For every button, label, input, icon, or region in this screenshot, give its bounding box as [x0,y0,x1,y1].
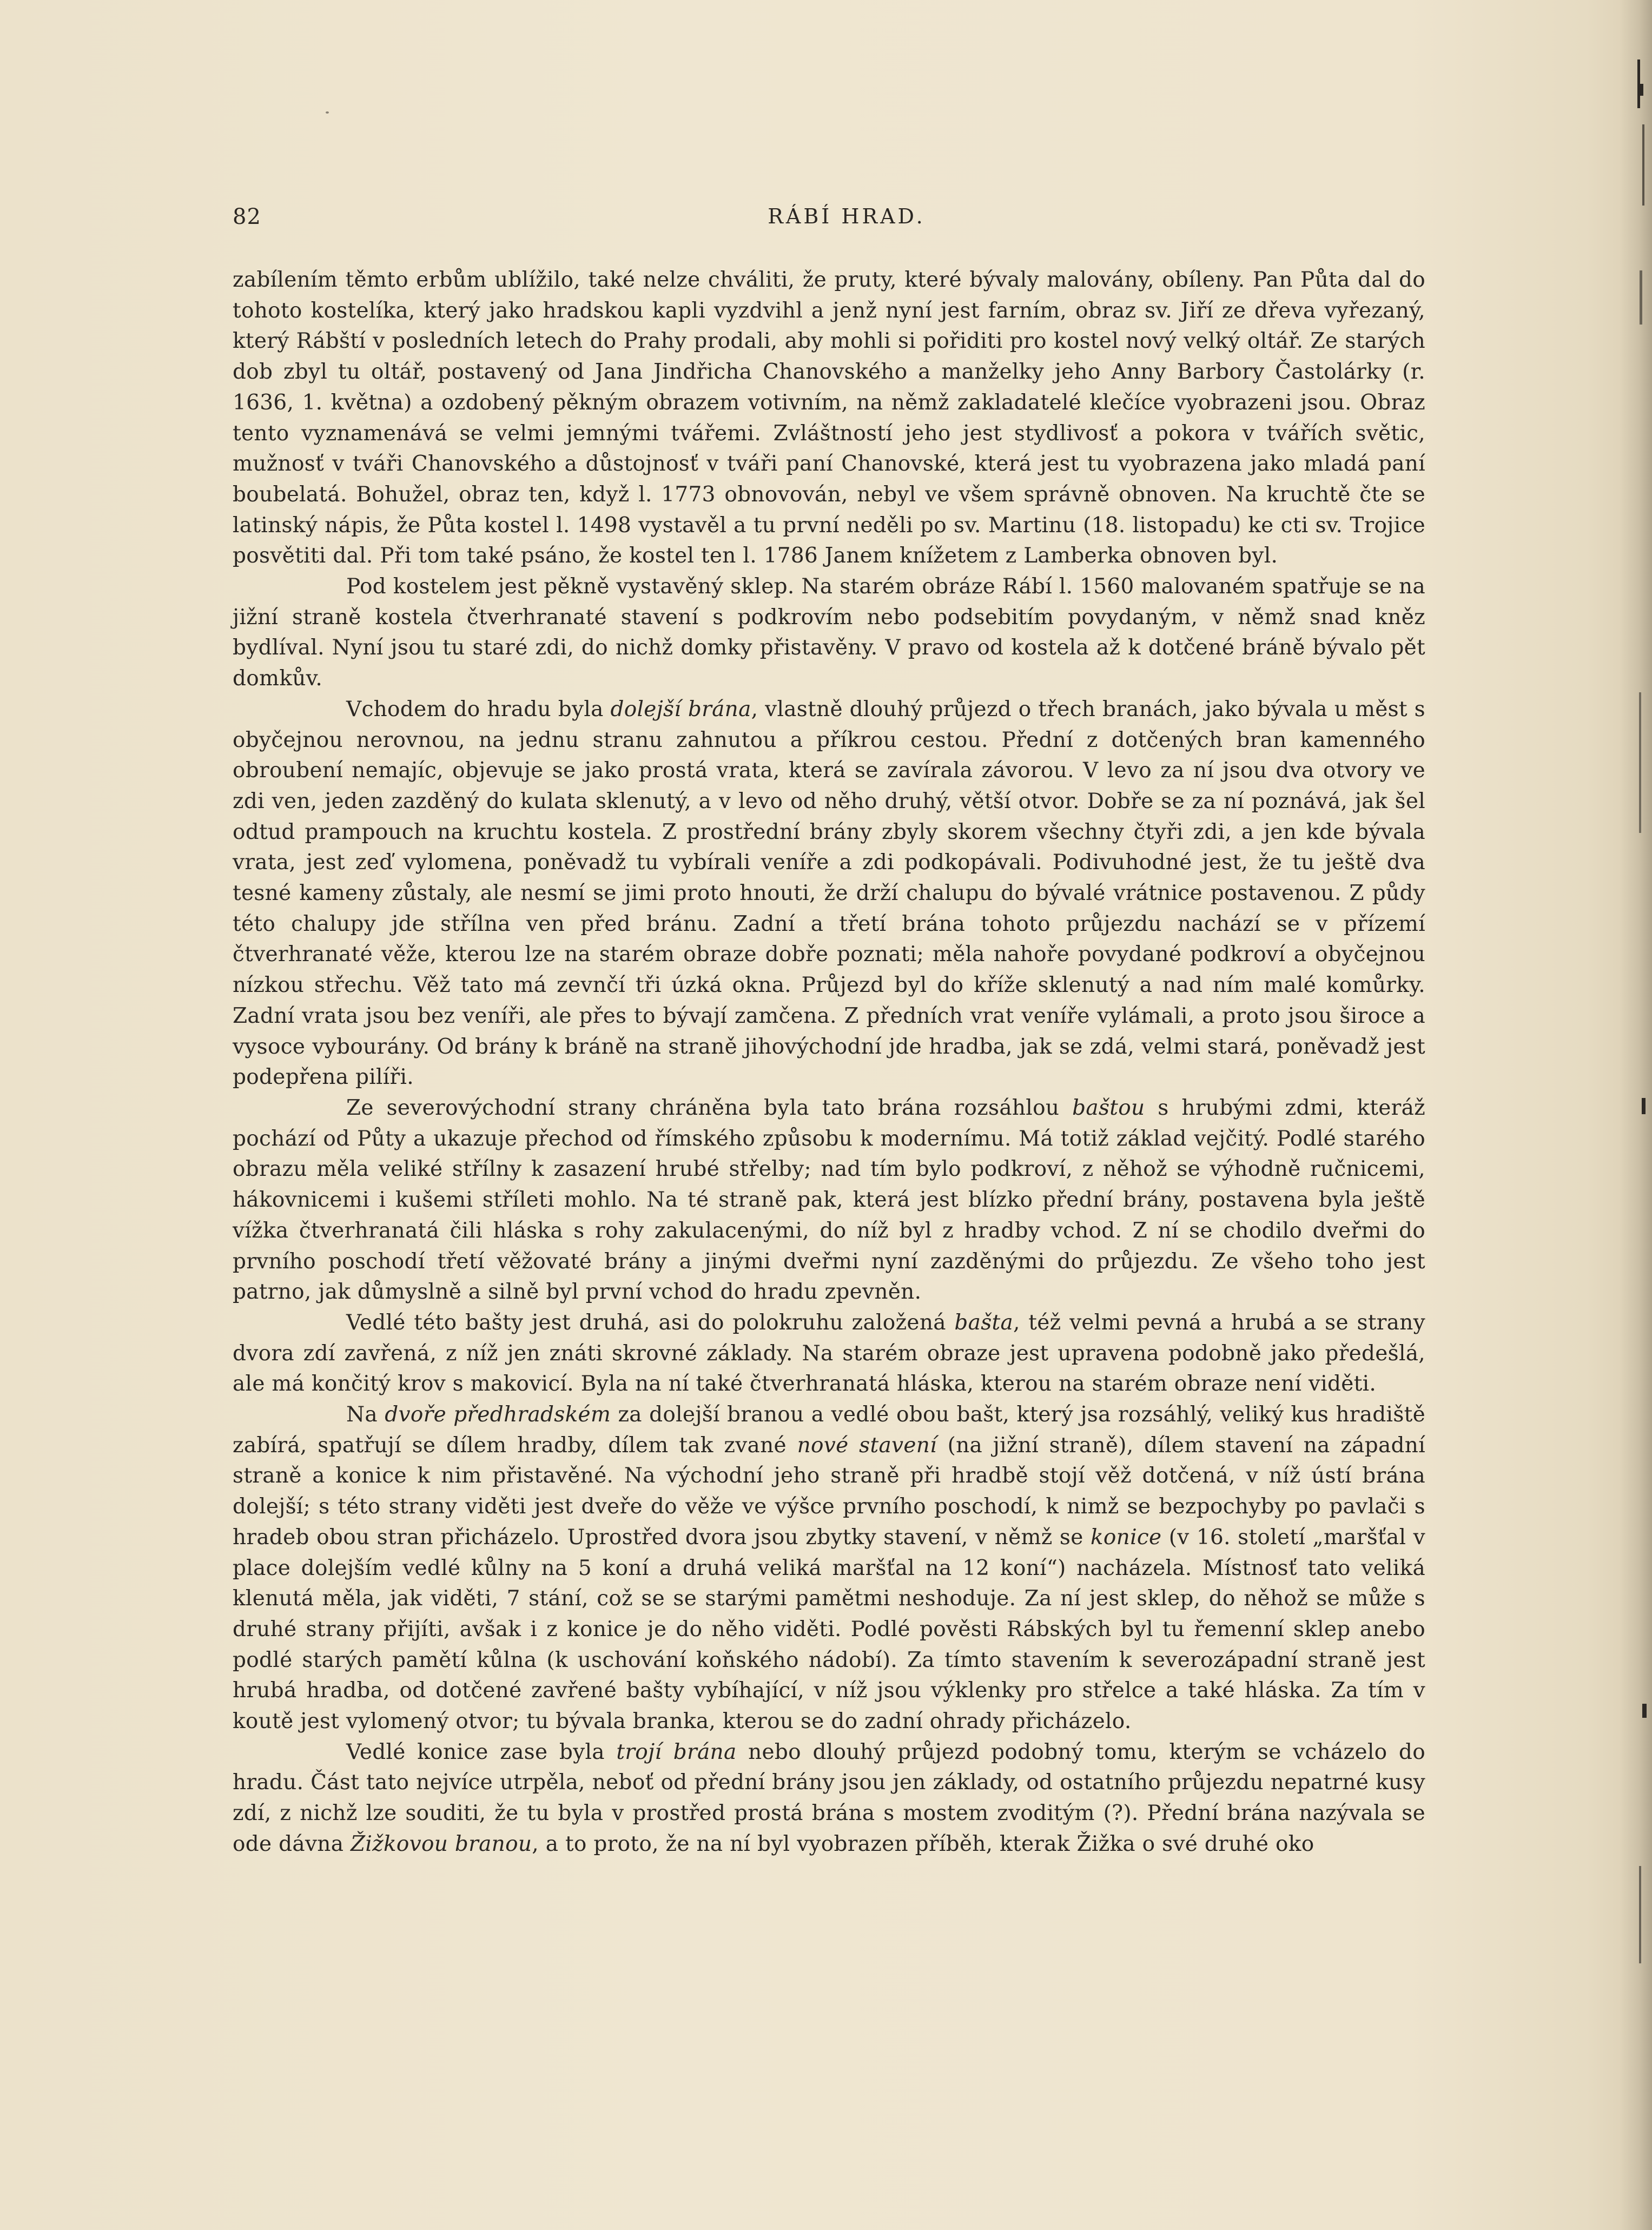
edge-mark [1642,1098,1646,1114]
edge-mark [1642,1704,1647,1718]
page-number: 82 [233,204,261,229]
paragraph-5 [233,1308,1425,1400]
text-run: nebo dlouhý průjezd podobný tomu, kterým se vcházelo do hradu. Část tato nejvíce utrpěla, neboť od přední brány jsou jen základy, od ostatního průjezdu nepatrné kusy zdí, z nichž lze souditi, že tu byla v prostřed prostá brána s mostem zvoditým (?). Přední brána nazývala se ode dávna [233,1739,1425,1856]
edge-mark [1638,84,1643,96]
text-run: s hrubými zdmi, kteráž pochází od Půty a ukazuje přechod od římského způsobu k modernímu. Má totiž základ vejčitý. Podlé starého obrazu měla veliké střílny k zasazení hrubé střelby; nad tím bylo podkroví, z něhož se výhodně ručnicemi, hákovnicemi i kušemi stříleti mohlo. Na té straně pak, která jest blízko přední brány, postavena byla ještě vížka čtverhranatá čili hláska s rohy zakulacenými, do níž byl z hradby vchod. Z ní se chodilo dveřmi do prvního poschodí třetí věžovaté brány a jinými dveřmi nyní zazděnými do průjezdu. Ze všeho toho jest patrno, jak důmyslně a silně byl první vchod do hradu zpevněn. [233,1095,1425,1305]
text-run: Na [346,1402,385,1427]
edge-mark [1639,692,1641,833]
italic-term: nové stavení [797,1433,937,1458]
italic-term: bašta [954,1310,1014,1335]
paper-speck [326,111,329,114]
page-header [233,204,1461,237]
text-run: Ze severovýchodní strany chráněna byla tato brána rozsáhlou [346,1095,1073,1120]
italic-term: dolejší brána [610,697,751,722]
paragraph-7 [233,1737,1425,1860]
text-run: (na jižní straně), dílem stavení na západní straně a konice k nim přistavěné. Na východní jeho straně při hradbě stojí věž dotčená, v níž ústí brána dolejší; s této strany viděti jest dveře do věže ve výšce prvního poschodí, k nimž se bezpochyby po pavlači s hradeb obou stran přicházelo. Uprostřed dvora jsou zbytky stavení, v němž se [233,1433,1425,1550]
binding-shadow [1620,0,1652,2230]
text-run: za dolejší branou a vedlé obou bašt, který jsa rozsáhlý, veliký kus hradiště zabírá, spatřují se dílem hradby, dílem tak zvané [233,1402,1425,1458]
italic-term: trojí brána [616,1739,737,1764]
italic-term: Žižkovou branou [350,1831,532,1856]
italic-term: konice [1090,1525,1162,1550]
text-run: , vlastně dlouhý průjezd o třech branách, jako bývala u měst s obyčejnou nerovnou, na jednu stranu zahnutou a příkrou cestou. Přední z dotčených bran kamenného obroubení nemajíc, objevuje se jako prostá vrata, která se zavírala závorou. V levo za ní jsou dva otvory ve zdi ven, jeden zazděný do kulata sklenutý, a v levo od něho druhý, větší otvor. Dobře se za ní poznává, jak šel odtud prampouch na kruchtu kostela. Z prostřední brány zbyly skorem všechny čtyři zdi, a jen kde bývala vrata, jest zeď vylomena, poněvadž tu vybírali veníře a zdi podkopávali. Podivuhodné jest, že tu ještě dva tesné kameny zůstaly, ale nesmí se jimi proto hnouti, že drží chalupu do bývalé vrátnice postavenou. Z půdy této chalupy jde střílna ven před bránu. Zadní a třetí brána tohoto průjezdu nachází se v přízemí čtverhranaté věže, kterou lze na starém obraze dobře poznati; měla nahoře povydané podkroví a obyčejnou nízkou střechu. Věž tato má zevnčí tři úzká okna. Průjezd byl do kříže sklenutý a nad ním malé komůrky. Zadní vrata jsou bez veníři, ale přes to bývají zamčena. Z předních vrat veníře vylámali, a proto jsou široce a vysoce vybourány. Od brány k bráně na straně jihovýchodní jde hradba, jak se zdá, velmi stará, poněvadž jest podepřena pilíři. [233,697,1426,1090]
edge-mark [1640,270,1642,325]
paragraph-1 [233,265,1425,572]
text-run: zabílením těmto erbům ublížilo, také nelze chváliti, že pruty, které bývaly malovány, obíleny. Pan Půta dal do tohoto kostelíka, který jako hradskou kapli vyzdvihl a jenž nyní jest farním, obraz sv. Jiří ze dřeva vyřezaný, který Rábští v posledních letech do Prahy prodali, aby mohli si pořiditi pro kostel nový velký oltář. Ze starých dob zbyl tu oltář, postavený od Jana Jindřicha Chanovského a manželky jeho Anny Barbory Častolárky (r. 1636, 1. května) a ozdobený pěkným obrazem votivním, na němž zakladatelé klečíce vyobrazeni jsou. Obraz tento vyznamenává se velmi jemnými tvářemi. Zvláštností jeho jest stydlivosť a pokora v tvářích světic, mužnosť v tváři Chanovského a důstojnosť v tváři paní Chanovské, která jest tu vyobrazena jako mladá paní boubelatá. Bohužel, obraz ten, když l. 1773 obnovován, nebyl ve všem správně obnoven. Na kruchtě čte se latinský nápis, že Půta kostel l. 1498 vystavěl a tu první neděli po sv. Martinu (18. listopadu) ke cti sv. Trojice posvětiti dal. Při tom také psáno, že kostel ten l. 1786 Janem knížetem z Lamberka obnoven byl. [233,268,1425,568]
paragraph-3 [233,694,1425,1093]
edge-mark [1639,1866,1641,1963]
text-run: Vchodem do hradu byla [346,697,611,722]
running-title: RÁBÍ HRAD. [768,204,926,228]
text-run: Vedlé této bašty jest druhá, asi do polokruhu založená [346,1310,955,1335]
text-run: Vedlé konice zase byla [346,1739,617,1764]
italic-term: dvoře předhradském [385,1402,611,1427]
text-run: , a to proto, že na ní byl vyobrazen příběh, kterak Žižka o své druhé oko [532,1831,1314,1856]
text-run: (v 16. století „maršťal v place dolejším vedlé kůlny na 5 koní a druhá veliká maršťal na 12 koní“) nacházela. Místnosť tato veliká klenutá měla, jak viděti, 7 stání, což se se starými pamětmi neshoduje. Za ní jest sklep, do něhož se může s druhé strany přijíti, avšak i z konice je do něho viděti. Podlé pověsti Rábských byl tu řemenní sklep anebo podlé starých pamětí kůlna (k uschování koňského nádobí). Za tímto stavením k severozápadní straně jest hrubá hradba, od dotčené zavřené bašty vybíhající, v níž jsou výklenky pro střelce a také hláska. Za tím v koutě jest vylomený otvor; tu bývala branka, kterou se do zadní ohrady přicházelo. [233,1525,1425,1734]
paragraph-6 [233,1400,1425,1737]
text-run: Pod kostelem jest pěkně vystavěný sklep. Na starém obráze Rábí l. 1560 malovaném spatřuje se na jižní straně kostela čtverhranaté stavení s podkrovím nebo podsebitím povydaným, v němž snad kněz bydlíval. Nyní jsou tu staré zdi, do nichž domky přistavěny. V pravo od kostela až k dotčené bráně bývalo pět domkův. [233,574,1425,691]
edge-mark [1642,124,1644,206]
text-run: , též velmi pevná a hrubá a se strany dvora zdí zavřená, z níž jen znáti skrovné základy. Na starém obraze jest upravena podobně jako předešlá, ale má končitý krov s makovicí. Byla na ní také čtverhranatá hláska, kterou na starém obraze není viděti. [233,1310,1425,1397]
italic-term: baštou [1072,1095,1145,1120]
body-text [233,265,1425,1860]
paragraph-2 [233,572,1425,694]
paragraph-4 [233,1093,1425,1308]
